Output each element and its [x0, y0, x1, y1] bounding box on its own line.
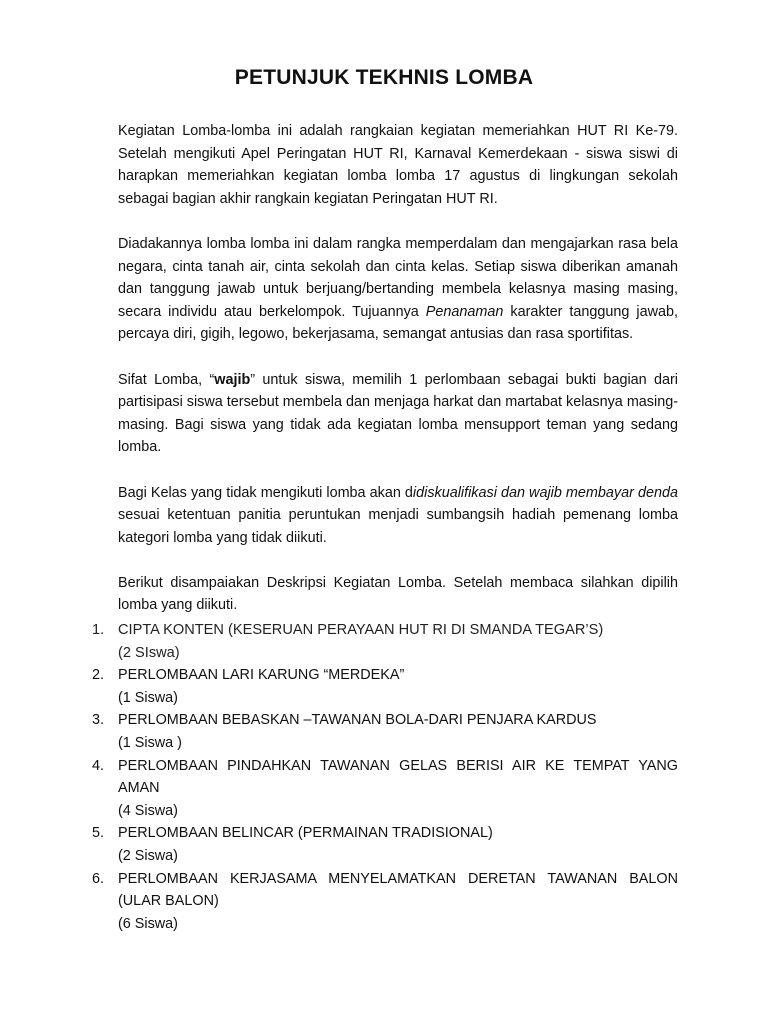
- document-body: [92, 120, 678, 935]
- paragraph-purpose: [118, 233, 678, 346]
- list-item: [92, 868, 678, 936]
- list-item: [92, 822, 678, 867]
- list-item: [92, 755, 678, 823]
- paragraph-intro: Kegiatan Lomba-lomba ini adalah rangkaian kegiatan memeriahkan HUT RI Ke-79. Setelah mengikuti Apel Peringatan HUT RI, Karnaval Kemerdekaan - siswa siswi di harapkan memeriahkan kegiatan lomba lomba 17 agustus di lingkungan sekolah sebagai bagian akhir rangkain kegiatan Peringatan HUT RI.: [118, 123, 678, 207]
- list-item-number: 6.: [92, 870, 105, 887]
- participant-count: (1 Siswa ): [118, 735, 182, 752]
- document-title: PETUNJUK TEKHNIS LOMBA: [234, 66, 534, 89]
- competition-list: [92, 619, 678, 935]
- participant-count: (4 Siswa): [118, 802, 178, 819]
- penalty-text-start: Bagi Kelas yang tidak mengikuti lomba akan d: [118, 484, 413, 501]
- competition-name: PERLOMBAAN KERJASAMA MENYELAMATKAN DERETAN TAWANAN BALON (ULAR BALON): [118, 870, 678, 910]
- competition-name: PERLOMBAAN LARI KARUNG “MERDEKA”: [118, 667, 405, 684]
- purpose-text-start: Diadakannya lomba lomba ini dalam rangka memperdalam dan mengajarkan rasa bela negara, cinta tanah air, cinta sekolah dan cinta kelas. Setiap siswa diberikan amanah dan tanggung jawab untuk berjuang/bertanding membela kelasnya masing masing, secara individu atau berkelompok. Tujuannya: [118, 235, 678, 320]
- participant-count: (1 Siswa): [118, 689, 178, 706]
- rules-emphasis: wajib: [214, 371, 251, 388]
- rules-text-start: Sifat Lomba, “: [118, 371, 215, 388]
- list-item-number: 5.: [92, 825, 105, 842]
- participant-count: (2 Siswa): [118, 848, 178, 864]
- competition-name: CIPTA KONTEN (KESERUAN PERAYAAN HUT RI DI SMANDA TEGAR’S): [118, 622, 604, 639]
- competition-name: PERLOMBAAN BELINCAR (PERMAINAN TRADISIONAL): [118, 825, 493, 842]
- penalty-emphasis: idiskualifikasi dan wajib membayar denda: [412, 484, 678, 501]
- list-item-number: 4.: [92, 757, 105, 774]
- list-item-number: 2.: [92, 667, 105, 684]
- purpose-text-end: karakter tanggung jawab, percaya diri, gigih, legowo, bekerjasama, semangat antusias dan rasa sportifitas.: [118, 303, 678, 343]
- list-item: [92, 664, 678, 709]
- paragraph-rules: [118, 369, 678, 459]
- list-item: [92, 709, 678, 754]
- paragraph-description: Berikut disampaiakan Deskripsi Kegiatan Lomba. Setelah membaca silahkan dipilih lomba yang diikuti.: [118, 574, 678, 614]
- competition-name: PERLOMBAAN BEBASKAN –TAWANAN BOLA-DARI PENJARA KARDUS: [118, 712, 597, 729]
- competition-name: PERLOMBAAN PINDAHKAN TAWANAN GELAS BERISI AIR KE TEMPAT YANG AMAN: [118, 757, 678, 797]
- list-item-number: 1.: [92, 622, 105, 639]
- penalty-text-end: sesuai ketentuan panitia peruntukan menjadi sumbangsih hadiah pemenang lomba kategori lomba yang tidak diikuti.: [118, 507, 678, 546]
- list-item: [92, 619, 678, 664]
- paragraph-penalty: [118, 482, 678, 550]
- participant-count: (6 Siswa): [118, 915, 178, 932]
- purpose-emphasis: Penanaman: [425, 303, 504, 320]
- list-item-number: 3.: [92, 712, 105, 729]
- rules-text-end: ” untuk siswa, memilih 1 perlombaan sebagai bukti bagian dari partisipasi siswa tersebut membela dan menjaga harkat dan martabat kelasnya masing-masing. Bagi siswa yang tidak ada kegiatan lomba mensupport teman yang sedang lomba.: [118, 371, 678, 456]
- participant-count: (2 SIswa): [118, 644, 180, 661]
